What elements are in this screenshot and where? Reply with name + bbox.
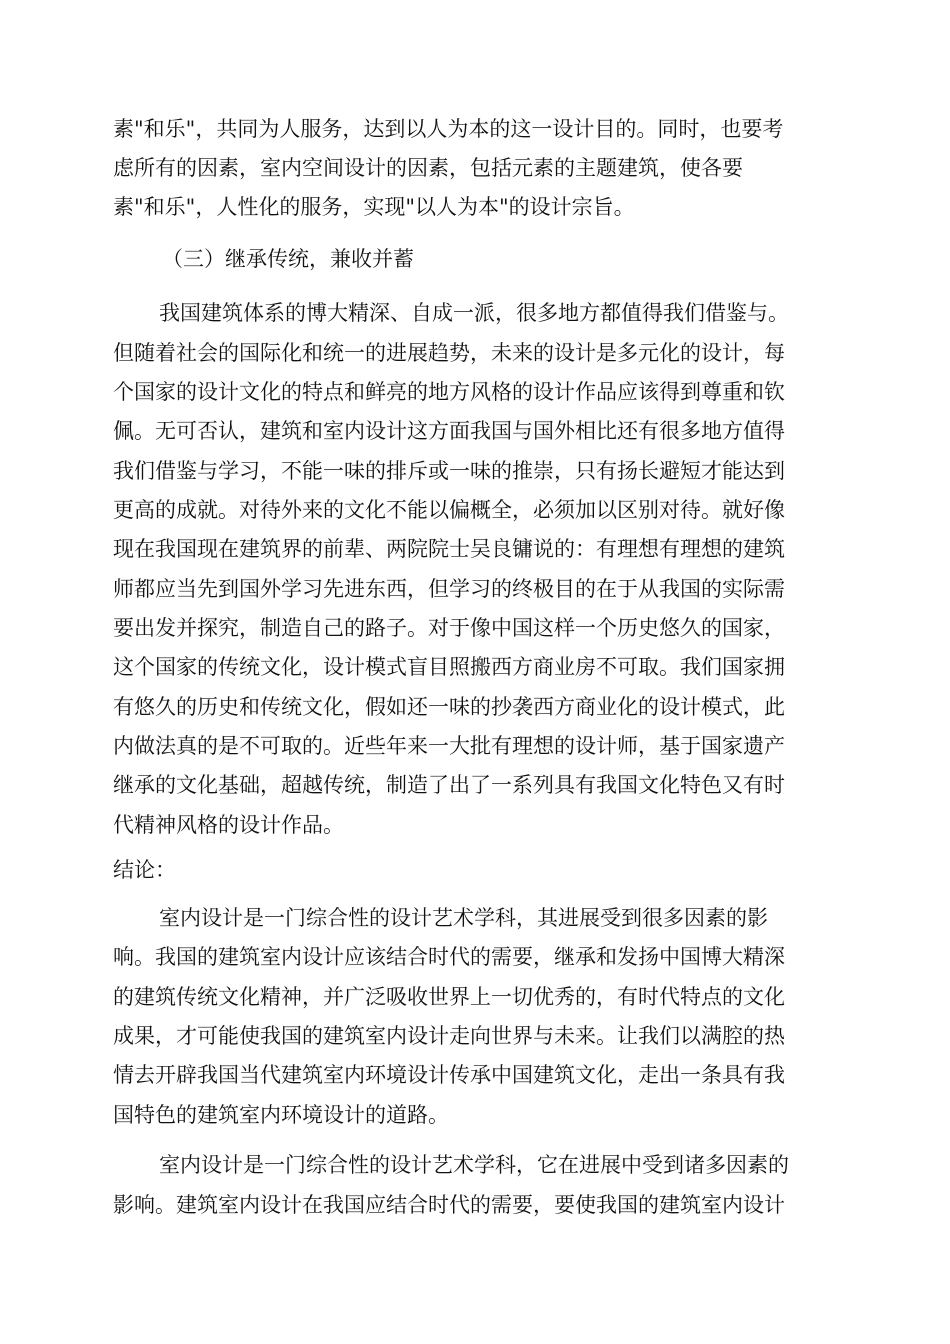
- paragraph-2-line-11: 有悠久的历史和传统文化，假如还一味的抄袭西方商业化的设计模式，此: [113, 695, 785, 719]
- paragraph-2-line-13: 继承的文化基础，超越传统，制造了出了一系列具有我国文化特色又有时: [113, 773, 785, 797]
- paragraph-3-line-6: 国特色的建筑室内环境设计的道路。: [113, 1103, 449, 1127]
- paragraph-2-line-5: 我们借鉴与学习，不能一味的排斥或一味的推崇，只有扬长避短才能达到: [113, 459, 785, 483]
- section-heading: （三）继承传统，兼收并蓄: [162, 247, 414, 271]
- paragraph-2-line-1: 我国建筑体系的博大精深、自成一派，很多地方都值得我们借鉴与。: [159, 301, 789, 325]
- paragraph-2-line-4: 佩。无可否认，建筑和室内设计这方面我国与国外相比还有很多地方值得: [113, 419, 785, 443]
- paragraph-1-line-1: 素"和乐"，共同为人服务，达到以人为本的这一设计目的。同时，也要考: [113, 117, 784, 141]
- paragraph-4-line-1: 室内设计是一门综合性的设计艺术学科，它在进展中受到诸多因素的: [159, 1153, 789, 1177]
- paragraph-2-line-7: 现在我国现在建筑界的前辈、两院院士吴良镛说的：有理想有理想的建筑: [113, 537, 785, 561]
- paragraph-2-line-2: 但随着社会的国际化和统一的进展趋势，未来的设计是多元化的设计，每: [113, 341, 785, 365]
- paragraph-3-line-2: 响。我国的建筑室内设计应该结合时代的需要，继承和发扬中国博大精深: [113, 945, 785, 969]
- paragraph-3-line-3: 的建筑传统文化精神，并广泛吸收世界上一切优秀的，有时代特点的文化: [113, 985, 785, 1009]
- paragraph-1-line-3: 素"和乐"，人性化的服务，实现"以人为本"的设计宗旨。: [113, 195, 635, 219]
- paragraph-3-line-5: 情去开辟我国当代建筑室内环境设计传承中国建筑文化，走出一条具有我: [113, 1063, 785, 1087]
- paragraph-2-line-12: 内做法真的是不可取的。近些年来一大批有理想的设计师，基于国家遗产: [113, 734, 785, 758]
- paragraph-1-line-2: 虑所有的因素，室内空间设计的因素，包括元素的主题建筑，使各要: [113, 156, 743, 180]
- paragraph-2-line-9: 要出发并探究，制造自己的路子。对于像中国这样一个历史悠久的国家，: [113, 616, 785, 640]
- paragraph-3-line-1: 室内设计是一门综合性的设计艺术学科，其进展受到很多因素的影: [159, 906, 768, 930]
- paragraph-3-line-4: 成果，才可能使我国的建筑室内设计走向世界与未来。让我们以满腔的热: [113, 1024, 785, 1048]
- conclusion-heading: 结论：: [113, 858, 176, 882]
- paragraph-2-line-6: 更高的成就。对待外来的文化不能以偏概全，必须加以区别对待。就好像: [113, 498, 785, 522]
- paragraph-2-line-14: 代精神风格的设计作品。: [113, 813, 344, 837]
- paragraph-4-line-2: 影响。建筑室内设计在我国应结合时代的需要，要使我国的建筑室内设计: [113, 1193, 785, 1217]
- paragraph-2-line-8: 师都应当先到国外学习先进东西，但学习的终极目的在于从我国的实际需: [113, 577, 785, 601]
- paragraph-2-line-10: 这个国家的传统文化，设计模式盲目照搬西方商业房不可取。我们国家拥: [113, 655, 785, 679]
- paragraph-2-line-3: 个国家的设计文化的特点和鲜亮的地方风格的设计作品应该得到尊重和钦: [113, 380, 785, 404]
